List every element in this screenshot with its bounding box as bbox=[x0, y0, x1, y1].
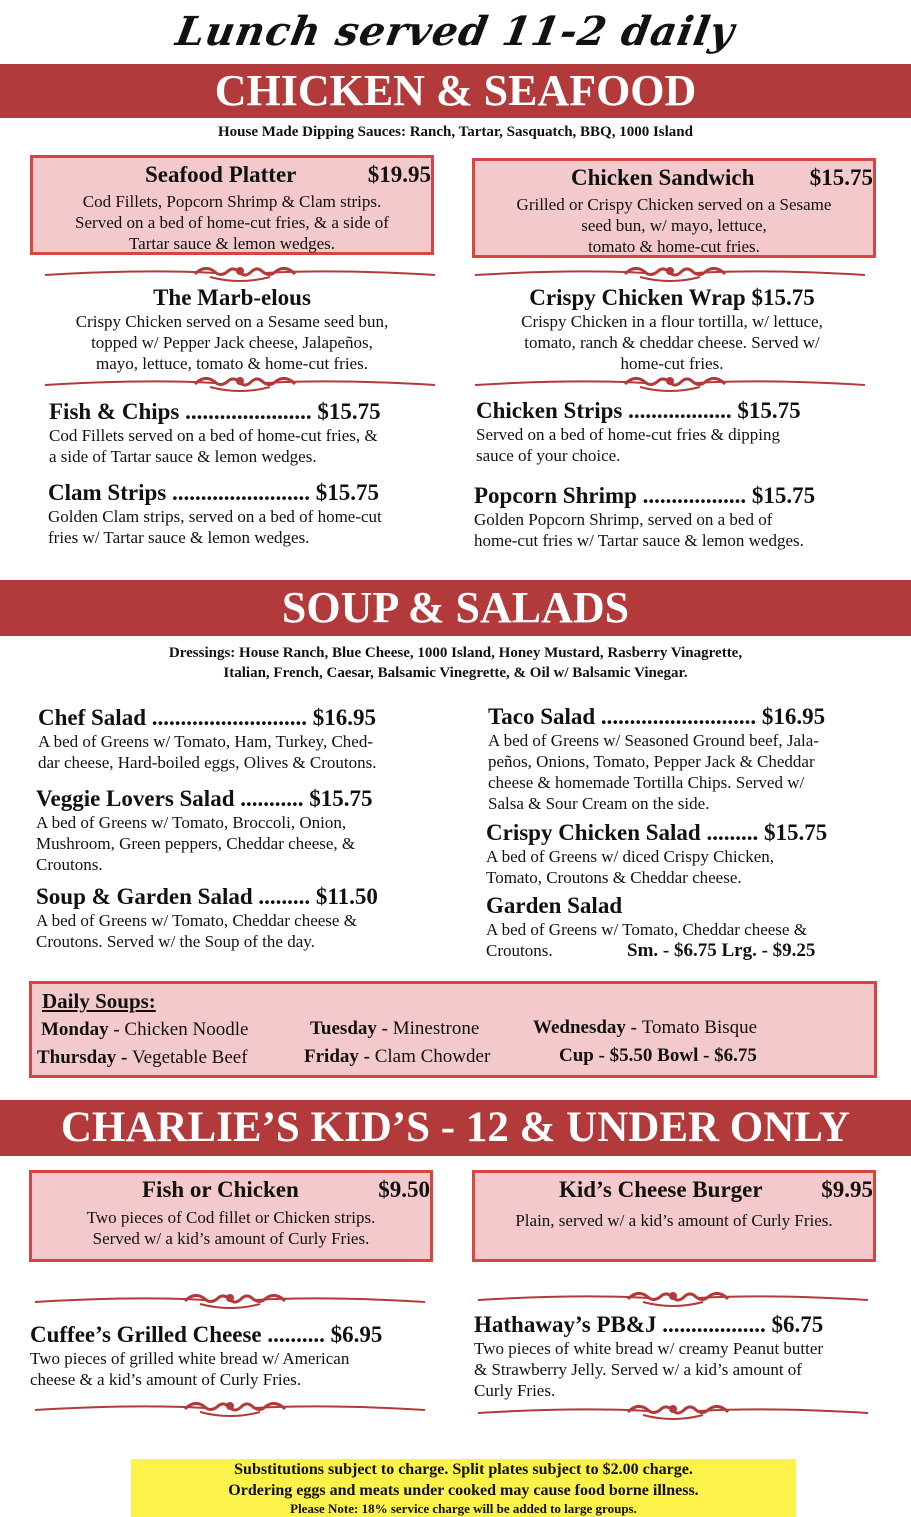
soup-prices: Cup - $5.50 Bowl - $6.75 bbox=[559, 1045, 757, 1066]
ornamental-divider bbox=[475, 375, 865, 395]
item-description bbox=[36, 812, 456, 875]
section-title: SOUP & SALADS bbox=[281, 583, 630, 632]
item-description bbox=[470, 311, 874, 374]
menu-item-clam-strips bbox=[48, 480, 448, 548]
desc-line: Crispy Chicken served on a Sesame seed bun, bbox=[75, 312, 389, 331]
menu-item-pbj bbox=[474, 1312, 884, 1401]
desc-line: Tartar sauce & lemon wedges. bbox=[128, 234, 336, 253]
desc-line: Two pieces of grilled white bread w/ American bbox=[30, 1349, 350, 1368]
notice-line: Please Note: 18% service charge will be added to large groups. bbox=[290, 1501, 637, 1516]
item-price: $19.95 bbox=[367, 162, 431, 187]
item-price: $9.50 bbox=[378, 1177, 430, 1202]
desc-line: tomato, ranch & cheddar cheese. Served w/ bbox=[524, 333, 820, 352]
item-description bbox=[49, 425, 449, 467]
item-name: Soup & Garden Salad ......... $11.50 bbox=[36, 884, 378, 909]
item-description bbox=[30, 1348, 440, 1390]
item-description bbox=[33, 191, 431, 254]
desc-line: Crispy Chicken in a flour tortilla, w/ lettuce, bbox=[521, 312, 823, 331]
item-description bbox=[48, 506, 448, 548]
item-name: Cuffee’s Grilled Cheese .......... $6.95 bbox=[30, 1322, 383, 1347]
item-description bbox=[476, 424, 876, 466]
desc-line: home-cut fries w/ Tartar sauce & lemon wedges. bbox=[474, 531, 804, 550]
item-name: Chicken Sandwich bbox=[571, 165, 755, 190]
item-name: Garden Salad bbox=[486, 893, 623, 918]
soup-thursday: Thursday - Vegetable Beef bbox=[37, 1047, 248, 1068]
ornamental-divider bbox=[45, 375, 435, 395]
day-label: Friday bbox=[304, 1046, 359, 1067]
ornamental-divider bbox=[478, 1403, 868, 1423]
dipping-sauces-note: House Made Dipping Sauces: Ranch, Tartar, Sasquatch, BBQ, 1000 Island bbox=[218, 124, 693, 140]
soup-tuesday: Tuesday - Minestrone bbox=[310, 1018, 480, 1039]
item-name: Taco Salad ........................... $16.95 bbox=[488, 704, 826, 729]
fish-or-chicken-box bbox=[29, 1170, 433, 1262]
desc-line: A bed of Greens w/ Tomato, Ham, Turkey, Ched- bbox=[38, 732, 373, 751]
soup-name: Vegetable Beef bbox=[132, 1047, 248, 1068]
menu-item-grilled-cheese bbox=[30, 1322, 440, 1390]
lunch-hours-title: Lunch served 11-2 daily bbox=[172, 8, 739, 55]
menu-item-marb-elous bbox=[30, 285, 434, 374]
soup-name: Minestrone bbox=[392, 1018, 480, 1039]
menu-item-veggie-lovers-salad bbox=[36, 786, 456, 875]
menu-item-title bbox=[559, 1177, 873, 1203]
ornamental-divider bbox=[475, 265, 865, 285]
item-description bbox=[475, 1210, 873, 1231]
item-description bbox=[474, 509, 884, 551]
soup-name: Chicken Noodle bbox=[124, 1019, 249, 1040]
desc-line: A bed of Greens w/ Seasoned Ground beef, Jala- bbox=[488, 731, 819, 750]
item-name: Chicken Strips .................. $15.75 bbox=[476, 398, 801, 423]
section-banner-soup-salads bbox=[0, 580, 911, 636]
kids-cheese-burger-box bbox=[472, 1170, 876, 1262]
desc-line: cheese & homemade Tortilla Chips. Served w/ bbox=[488, 773, 805, 792]
dressings-line: Dressings: House Ranch, Blue Cheese, 1000 Island, Honey Mustard, Rasberry Vinagrette, bbox=[168, 645, 743, 661]
desc-line: Two pieces of Cod fillet or Chicken strips. bbox=[86, 1208, 376, 1227]
menu-item-popcorn-shrimp bbox=[474, 483, 884, 551]
desc-line: Mushroom, Green peppers, Cheddar cheese, & bbox=[36, 834, 356, 853]
menu-item-crispy-chicken-wrap bbox=[470, 285, 874, 374]
menu-item-fish-chips bbox=[49, 399, 449, 467]
dressings-note bbox=[0, 643, 911, 683]
desc-line: Golden Popcorn Shrimp, served on a bed of bbox=[474, 510, 773, 529]
ornamental-divider bbox=[35, 1292, 425, 1312]
soup-friday: Friday - Clam Chowder bbox=[304, 1046, 491, 1067]
desc-line: A bed of Greens w/ Tomato, Cheddar cheese & bbox=[36, 911, 357, 930]
item-description bbox=[488, 730, 888, 814]
item-description bbox=[475, 194, 873, 257]
section-banner-kids bbox=[0, 1100, 911, 1156]
desc-line: Plain, served w/ a kid’s amount of Curly Fries. bbox=[515, 1211, 833, 1230]
ornamental-divider bbox=[478, 1290, 868, 1310]
item-description bbox=[32, 1207, 430, 1249]
item-name: Seafood Platter bbox=[145, 162, 297, 187]
desc-line: cheese & a kid’s amount of Curly Fries. bbox=[30, 1370, 302, 1389]
desc-line: Served on a bed of home-cut fries & dipping bbox=[476, 425, 781, 444]
daily-soups-box bbox=[29, 981, 877, 1078]
menu-item-soup-garden-salad bbox=[36, 884, 456, 952]
desc-line: Tomato, Croutons & Cheddar cheese. bbox=[486, 868, 742, 887]
desc-line: Golden Clam strips, served on a bed of home-cut bbox=[48, 507, 382, 526]
desc-line: peños, Onions, Tomato, Pepper Jack & Cheddar bbox=[488, 752, 815, 771]
item-description bbox=[474, 1338, 884, 1401]
item-description bbox=[30, 311, 434, 374]
item-description bbox=[486, 919, 886, 961]
menu-item-title bbox=[142, 1177, 430, 1203]
desc-line: Salsa & Sour Cream on the side. bbox=[488, 794, 710, 813]
item-description bbox=[38, 731, 458, 773]
menu-item-chicken-strips bbox=[476, 398, 876, 466]
menu-item-taco-salad bbox=[488, 704, 888, 814]
item-price: $9.95 bbox=[821, 1177, 873, 1202]
item-name: Crispy Chicken Salad ......... $15.75 bbox=[486, 820, 828, 845]
desc-line bbox=[486, 940, 886, 961]
desc-line: tomato & home-cut fries. bbox=[588, 237, 760, 256]
seafood-platter-box bbox=[30, 155, 434, 255]
item-name: Fish or Chicken bbox=[142, 1177, 299, 1202]
garden-salad-size-prices: Sm. - $6.75 Lrg. - $9.25 bbox=[627, 940, 816, 961]
notice-line: Ordering eggs and meats under cooked may cause food borne illness. bbox=[228, 1482, 699, 1499]
notice-line: Substitutions subject to charge. Split plates subject to $2.00 charge. bbox=[234, 1461, 693, 1478]
day-label: Thursday bbox=[37, 1047, 117, 1068]
desc-line: fries w/ Tartar sauce & lemon wedges. bbox=[48, 528, 310, 547]
daily-soups-title: Daily Soups: bbox=[42, 989, 156, 1013]
desc-line: a side of Tartar sauce & lemon wedges. bbox=[49, 447, 317, 466]
day-label: Tuesday bbox=[310, 1018, 377, 1039]
desc-line: Curly Fries. bbox=[474, 1381, 556, 1400]
desc-line: Served on a bed of home-cut fries, & a side of bbox=[75, 213, 389, 232]
item-price: $15.75 bbox=[809, 165, 873, 190]
desc-line: A bed of Greens w/ Tomato, Broccoli, Onion, bbox=[36, 813, 347, 832]
dressings-line: Italian, French, Caesar, Balsamic Vinegrette, & Oil w/ Balsamic Vinegar. bbox=[223, 665, 688, 681]
item-name: Hathaway’s PB&J .................. $6.75 bbox=[474, 1312, 824, 1337]
item-name: Veggie Lovers Salad ........... $15.75 bbox=[36, 786, 373, 811]
menu-item-chef-salad bbox=[38, 705, 458, 773]
desc-line: mayo, lettuce, tomato & home-cut fries. bbox=[96, 354, 368, 373]
desc-line: Grilled or Crispy Chicken served on a Sesame bbox=[516, 195, 832, 214]
item-name: Crispy Chicken Wrap $15.75 bbox=[529, 285, 815, 310]
menu-item-crispy-chicken-salad bbox=[486, 820, 886, 888]
item-name: Clam Strips ........................ $15.75 bbox=[48, 480, 379, 505]
desc-line: sauce of your choice. bbox=[476, 446, 621, 465]
section-title: CHICKEN & SEAFOOD bbox=[214, 66, 697, 115]
item-name: Popcorn Shrimp .................. $15.75 bbox=[474, 483, 816, 508]
soup-name: Tomato Bisque bbox=[641, 1017, 758, 1038]
menu-item-title bbox=[145, 162, 431, 188]
desc-line: A bed of Greens w/ diced Crispy Chicken, bbox=[486, 847, 774, 866]
desc-line: Cod Fillets, Popcorn Shrimp & Clam strips. bbox=[82, 192, 382, 211]
soup-wednesday: Wednesday - Tomato Bisque bbox=[533, 1017, 758, 1038]
day-label: Monday bbox=[41, 1019, 109, 1040]
desc-line: Cod Fillets served on a bed of home-cut fries, & bbox=[49, 426, 378, 445]
desc-line: dar cheese, Hard-boiled eggs, Olives & Croutons. bbox=[38, 753, 377, 772]
desc-line: Two pieces of white bread w/ creamy Peanut butter bbox=[474, 1339, 824, 1358]
item-name: The Marb-elous bbox=[153, 285, 311, 310]
policy-notice bbox=[131, 1459, 796, 1517]
ornamental-divider bbox=[45, 265, 435, 285]
desc-line: topped w/ Pepper Jack cheese, Jalapeños, bbox=[91, 333, 373, 352]
day-label: Wednesday bbox=[533, 1017, 626, 1038]
desc-line: Croutons. Served w/ the Soup of the day. bbox=[36, 932, 315, 951]
desc-text: Croutons. bbox=[486, 941, 553, 960]
menu-item-title bbox=[571, 165, 873, 191]
item-description bbox=[486, 846, 886, 888]
desc-line: Served w/ a kid’s amount of Curly Fries. bbox=[92, 1229, 370, 1248]
item-name: Fish & Chips ...................... $15.75 bbox=[49, 399, 381, 424]
chicken-sandwich-box bbox=[472, 158, 876, 258]
menu-item-garden-salad bbox=[486, 893, 886, 961]
desc-line: home-cut fries. bbox=[620, 354, 724, 373]
desc-line: A bed of Greens w/ Tomato, Cheddar cheese & bbox=[486, 920, 807, 939]
soup-monday: Monday - Chicken Noodle bbox=[41, 1019, 249, 1040]
soup-name: Clam Chowder bbox=[374, 1046, 491, 1067]
ornamental-divider bbox=[35, 1400, 425, 1420]
item-name: Kid’s Cheese Burger bbox=[559, 1177, 763, 1202]
item-name: Chef Salad ........................... $16.95 bbox=[38, 705, 376, 730]
item-description bbox=[36, 910, 456, 952]
desc-line: seed bun, w/ mayo, lettuce, bbox=[581, 216, 767, 235]
section-title: CHARLIE’S KID’S - 12 & UNDER ONLY bbox=[60, 1104, 851, 1151]
section-banner-chicken-seafood bbox=[0, 64, 911, 118]
desc-line: Croutons. bbox=[36, 855, 103, 874]
desc-line: & Strawberry Jelly. Served w/ a kid’s amount of bbox=[474, 1360, 802, 1379]
